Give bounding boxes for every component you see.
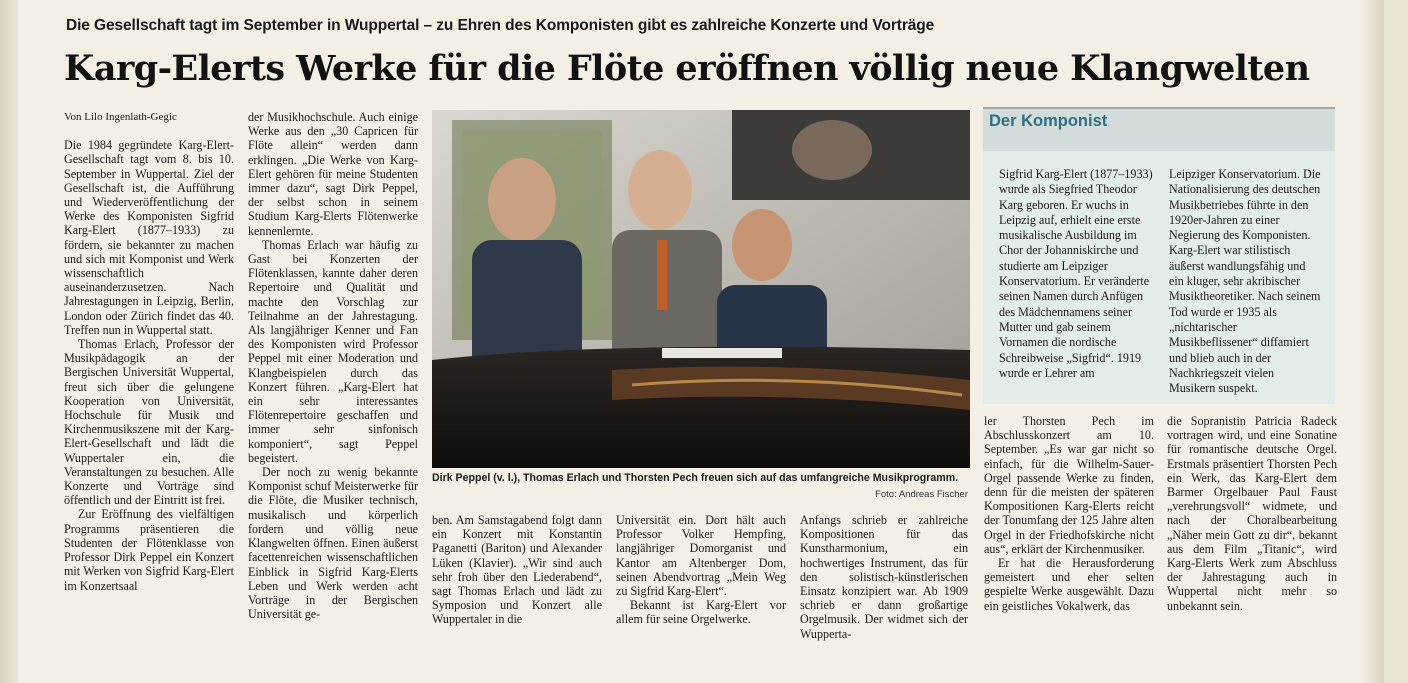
article-column-1 xyxy=(64,110,234,593)
article-column-5 xyxy=(800,513,968,641)
byline: Von Lilo Ingenlath-Gegic xyxy=(64,111,177,123)
paragraph: ben. Am Samstagabend folgt dann ein Konzert mit Konstantin Paganetti (Bariton) und Alexander Lüken (Klavier). „Wir sind auch sehr froh über den Liederabend“, sagt Thomas Erlach und lädt zu Symposion und Konzert alle Wuppertaler in die xyxy=(432,513,602,627)
paragraph: die Sopranistin Patricia Radeck vortragen wird, und eine Sonatine für romantische deutsche Orgel. Erstmals präsentiert Thorsten Pech ein Werk, das Karg-Elert dem Barmer Orgelbauer Paul Faust „verehrungsvoll“ widmete, und nach der Choralbearbeitung „Näher mein Gott zu dir“, bekannt aus dem Film „Titanic“, wird Karg-Elerts Werk zum Abschluss der Jahrestagung auch in Wuppertal nicht mehr so unbekannt sein. xyxy=(1167,414,1337,613)
info-box-column-right xyxy=(1169,167,1321,396)
info-paragraph: Leipziger Konservatorium. Die Nationalisierung des deutschen Musikbetriebes führte in den 1920er-Jahren zu einer Negierung des Komponisten. Karg-Elert war stilistisch äußerst wandlungsfähig und ein kluger, sehr akribischer Musiktheoretiker. Nach seinem Tod wurde er 1935 als „nichtarischer Musikbeflissener“ diffamiert und blieb auch in der Nachkriegszeit vielen Musikern suspekt. xyxy=(1169,167,1321,396)
paragraph: Der noch zu wenig bekannte Komponist schuf Meisterwerke für die Flöte, die Musiker technisch, musikalisch und körperlich fordern und völlig neue Klangwelten öffnen. Einen äußerst facettenreichen wissenschaftlichen Einblick in Sigfrid Karg-Elerts Leben und Werk werden acht Vorträge in der Bergischen Universität ge- xyxy=(248,465,418,622)
article-headline: Karg-Elerts Werke für die Flöte eröffnen völlig neue Klangwelten xyxy=(64,48,1310,89)
paragraph: Bekannt ist Karg-Elert vor allem für seine Orgelwerke. xyxy=(616,598,786,627)
info-paragraph: Sigfrid Karg-Elert (1877–1933) wurde als Siegfried Theodor Karg geboren. Er wuchs in Leipzig auf, erhielt eine erste musikalische Ausbildung im Chor der Johanniskirche und studierte am Leipziger Konservatorium. Er veränderte seinen Namen durch Anfügen des Mädchennamens seiner Mutter und gab seinem Vornamen die nordische Schreibweise „Sigfrid“. 1919 wurde er Lehrer am xyxy=(999,167,1153,380)
composer-info-box xyxy=(983,107,1335,404)
article-column-4 xyxy=(616,513,786,627)
info-box-header xyxy=(983,109,1335,151)
info-box-column-left xyxy=(999,167,1157,381)
kicker-line: Die Gesellschaft tagt im September in Wuppertal – zu Ehren des Komponisten gibt es zahlreiche Konzerte und Vorträge xyxy=(66,17,935,34)
photo-caption: Dirk Peppel (v. l.), Thomas Erlach und Thorsten Pech freuen sich auf das umfangreiche Musikprogramm. xyxy=(432,472,959,484)
paragraph: Die 1984 gegründete Karg-Elert-Gesellschaft tagt vom 8. bis 10. September in Wuppertal. Ziel der Gesellschaft ist, die Aufführung und Wiederveröffentlichung der Werke des Komponisten Sigfrid Karg-Elert (1877–1933) zu fördern, sie bekannter zu machen und sich mit Komponist und Werk wissenschaftlich auseinanderzusetzen. Nach Jahrestagungen in Leipzig, Berlin, London oder Zürich findet das 40. Treffen nun in Wuppertal statt. xyxy=(64,138,234,337)
paragraph: Thomas Erlach war häufig zu Gast bei Konzerten der Flötenklassen, kannte daher deren Repertoire und Qualität und machte den Vorschlag zur Teilnahme an der Jahrestagung. Als langjähriger Kenner und Fan des Komponisten wird Professor Peppel mit einer Moderation und Klangbeispielen durch das Konzert führen. „Karg-Elert hat ein sehr interessantes Flötenrepertoire geschaffen und immer sehr sinfonisch komponiert“, sagt Peppel begeistert. xyxy=(248,237,418,465)
paragraph: Anfangs schrieb er zahlreiche Kompositionen für das Kunstharmonium, ein hochwertiges Instrument, das für den solistisch-künstlerischen Einsatz konzipiert war. Ab 1909 schrieb er dann großartige Orgelmusik. Der widmet sich der Wupperta- xyxy=(800,513,968,641)
photo-credit: Foto: Andreas Fischer xyxy=(875,489,968,500)
article-column-6 xyxy=(984,414,1154,613)
article-column-7 xyxy=(1167,414,1337,613)
paragraph: Thomas Erlach, Professor der Musikpädagogik an der Bergischen Universität Wuppertal, freut sich über die gelungene Kooperation von Universität, Hochschule für Musik und Kirchenmusikszene mit der Karg-Elert-Gesellschaft und lädt die Wuppertaler ein, die Veranstaltungen zu besuchen. Alle Konzerte und Vorträge sind öffentlich und der Eintritt ist frei. xyxy=(64,337,234,508)
article-photo xyxy=(432,110,970,468)
paragraph: Er hat die Herausforderung gemeistert und eher selten gespielte Werke ausgewählt. Dazu ein geistliches Vokalwerk, das xyxy=(984,556,1154,613)
article-column-3 xyxy=(432,513,602,627)
paragraph: ler Thorsten Pech im Abschlusskonzert am 10. September. „Es war gar nicht so einfach, für die Wilhelm-Sauer-Orgel passende Werke zu finden, denn für die meisten der späteren Kompositionen Karg-Elerts reicht der Tonumfang der 125 Jahre alten Orgel in der Friedhofskirche nicht aus“, erklärt der Kirchenmusiker. xyxy=(984,414,1154,556)
paragraph: Universität ein. Dort hält auch Professor Volker Hempfing, langjähriger Domorganist und Kantor am Altenberger Dom, seinen Abendvortrag „Mein Weg zu Sigfrid Karg-Elert“. xyxy=(616,513,786,599)
article-column-2 xyxy=(248,110,418,621)
page-edge xyxy=(1360,0,1384,683)
info-box-title: Der Komponist xyxy=(989,112,1108,130)
musicians-at-piano-image xyxy=(432,110,970,468)
paragraph: der Musikhochschule. Auch einige Werke aus den „30 Capricen für Flöte allein“ werden dann erklingen. „Die Werke von Karg-Elert gehören für meine Studenten immer dazu“, sagt Dirk Peppel, der selbst schon in seinem Studium Karg-Elerts Flötenwerke kennenlernte. xyxy=(248,110,418,238)
page-fold-shadow xyxy=(0,0,18,683)
paragraph: Zur Eröffnung des vielfältigen Programms präsentieren die Studenten der Flötenklasse von Professor Dirk Peppel ein Konzert mit Werken von Sigfrid Karg-Elert im Konzertsaal xyxy=(64,507,234,593)
